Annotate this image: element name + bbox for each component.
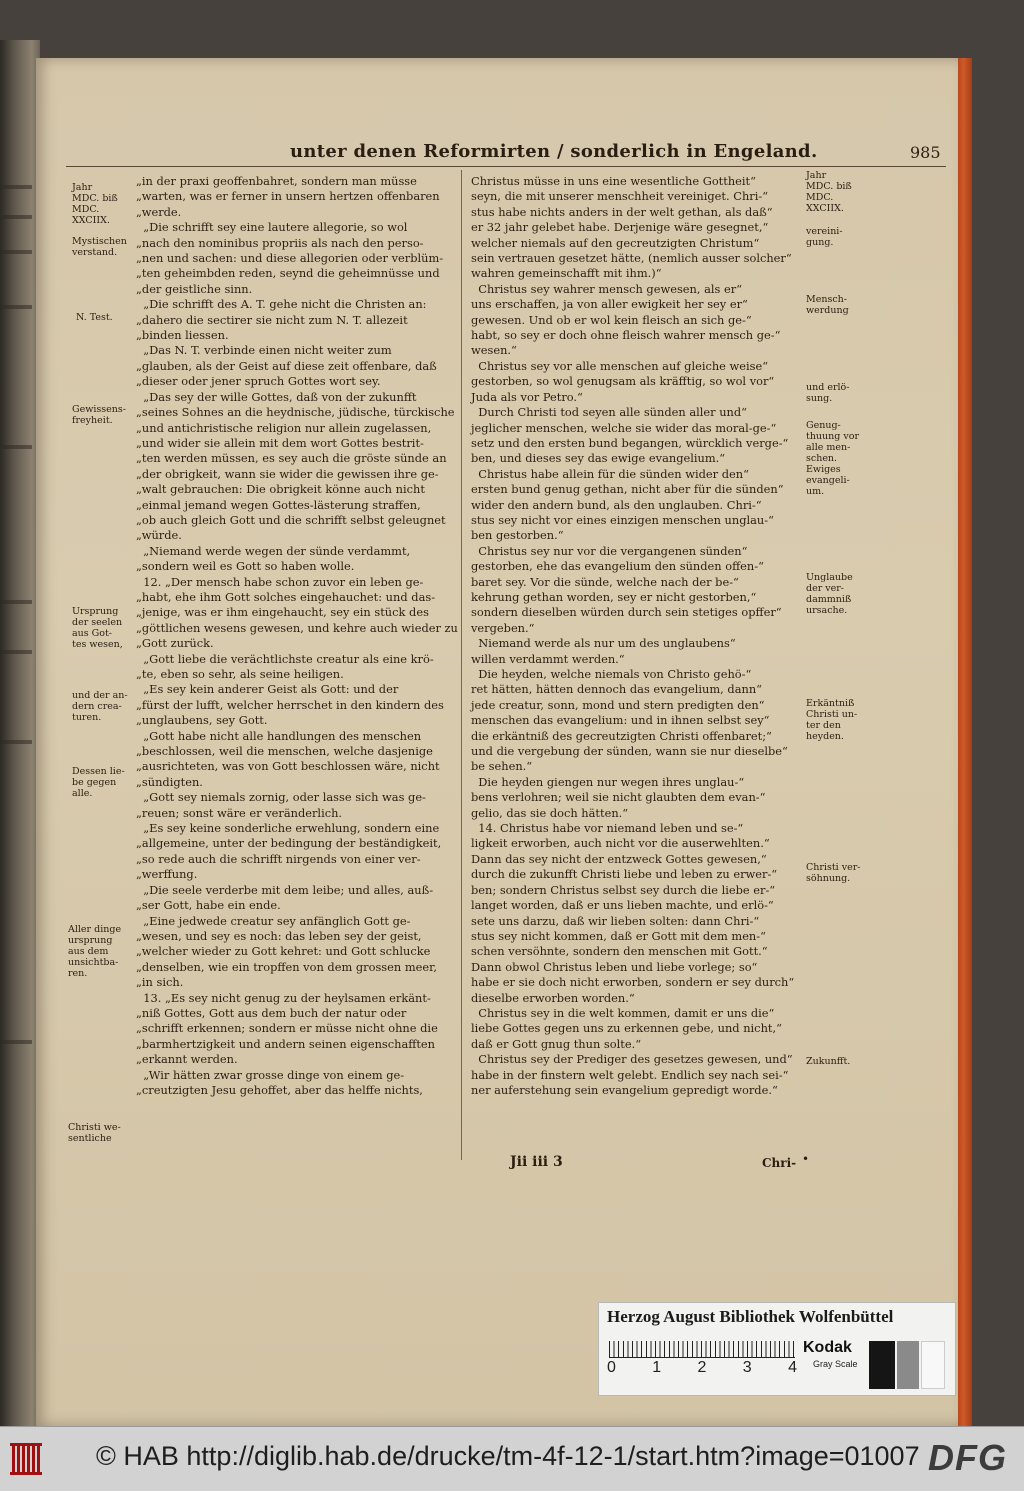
- text-line: „niß Gottes, Gott aus dem buch der natur oder: [136, 1005, 407, 1020]
- text-line: sete uns darzu, daß wir lieben solten: dann Chri-“: [471, 913, 760, 928]
- text-line: „te, eben so sehr, als seine heiligen.: [136, 667, 344, 681]
- footer-source-link[interactable]: © HAB http://diglib.hab.de/drucke/tm-4f-12-1/start.htm?image=01007: [96, 1441, 920, 1471]
- text-line: seyn, die mit unserer menschheit vereiniget. Chri-“: [471, 189, 769, 204]
- text-line: „würde.: [136, 528, 182, 543]
- margin-note: Dessen lie- be gegen alle.: [72, 766, 125, 799]
- text-line: „Gott zurück.: [136, 636, 214, 651]
- color-calibration-card: [598, 1302, 956, 1396]
- margin-note: Zukunfft.: [806, 1056, 851, 1067]
- ruler-number: 3: [742, 1359, 752, 1376]
- text-line: stus habe nichts anders in der welt gethan, als daß“: [471, 204, 773, 219]
- running-head: unter denen Reformirten / sonderlich in Engeland.: [290, 141, 818, 162]
- text-line: Dann das sey nicht der entzweck Gottes gewesen,“: [471, 851, 767, 866]
- text-column-left: [136, 174, 458, 1098]
- text-line: „Es sey kein anderer Geist als Gott: und der: [136, 682, 399, 697]
- text-line: 12. „Der mensch habe schon zuvor ein leben ge-: [136, 574, 424, 589]
- text-line: uns erschaffen, ja von aller ewigkeit her sey er“: [471, 297, 748, 312]
- text-line: „Die schrifft des A. T. gehe nicht die Christen an:: [136, 297, 427, 312]
- hab-logo-icon[interactable]: [10, 1439, 46, 1479]
- text-column-right: [471, 174, 796, 1098]
- text-line: Die heyden giengen nur wegen ihres unglau-“: [471, 774, 745, 789]
- text-line: „warten, was er ferner in unsern hertzen offenbaren: [136, 189, 440, 204]
- text-line: ben, und dieses sey das ewige evangelium.“: [471, 451, 726, 466]
- text-line: „fürst der lufft, welcher herrschet in den kindern des: [136, 697, 444, 712]
- text-line: ersten bund genug gethan, nicht aber für die sünden“: [471, 482, 784, 497]
- text-line: habe in der finstern welt gelebt. Endlich sey nach sei-“: [471, 1067, 789, 1082]
- text-line: „welcher wieder zu Gott kehret: und Gott schlucke: [136, 944, 431, 959]
- text-line: „allgemeine, unter der bedingung der beständigkeit,: [136, 836, 442, 851]
- text-line: „Gott sey niemals zornig, oder lasse sich was ge-: [136, 790, 426, 805]
- text-line: langet worden, daß er uns lieben machte, und erlö-“: [471, 898, 774, 913]
- text-line: schen versöhnte, sondern den menschen mit Gott.“: [471, 944, 768, 959]
- text-line: „ser Gott, habe ein ende.: [136, 898, 281, 913]
- footer-bar: [0, 1426, 1024, 1491]
- ruler-number: 2: [697, 1359, 707, 1376]
- catchword: Chri-: [762, 1156, 797, 1170]
- text-line: „Das sey der wille Gottes, daß von der zukunfft: [136, 389, 417, 404]
- text-line: „walt gebrauchen: Die obrigkeit könne auch nicht: [136, 482, 425, 497]
- ruler-number: 1: [652, 1359, 662, 1376]
- text-line: „Gott habe nicht alle handlungen des menschen: [136, 728, 422, 743]
- text-line: Dann obwol Christus leben und liebe vorlege; so“: [471, 959, 758, 974]
- text-line: „binden liessen.: [136, 328, 229, 343]
- text-line: Christus sey nur vor die vergangenen sünden“: [471, 543, 748, 558]
- text-line: menschen das evangelium: und in ihnen selbst sey“: [471, 713, 770, 728]
- text-line: er 32 jahr gelebet habe. Derjenige wäre gesegnet,“: [471, 220, 769, 235]
- margin-note: Gewissens- freyheit.: [72, 404, 126, 426]
- ruler-number: 4: [788, 1359, 797, 1376]
- text-line: „habt, ehe ihm Gott solches eingehauchet: und das-: [136, 589, 436, 604]
- text-line: ben gestorben.“: [471, 528, 564, 543]
- text-line: „Eine jedwede creatur sey anfänglich Gott ge-: [136, 913, 411, 928]
- text-line: „einmal jemand wegen Gottes-lästerung straffen,: [136, 497, 421, 512]
- margin-note: und der an- dern crea- turen.: [72, 690, 128, 723]
- text-line: kehrung gethan worden, sey er nicht gestorben,“: [471, 589, 757, 604]
- text-line: 14. Christus habe vor niemand leben und se-“: [471, 821, 744, 836]
- page-number: 985: [910, 143, 941, 162]
- text-line: „wesen, und sey es noch: das leben sey der geist,: [136, 928, 422, 943]
- text-line: „Das N. T. verbinde einen nicht weiter zum: [136, 343, 392, 358]
- text-line: daß er Gott gnug thun solte.“: [471, 1036, 642, 1051]
- text-line: und die vergebung der sünden, wann sie nur dieselbe“: [471, 744, 788, 759]
- text-line: ner auferstehung sein evangelium gepredigt worde.“: [471, 1082, 778, 1097]
- kodak-label: Kodak: [803, 1339, 852, 1356]
- text-line: „in der praxi geoffenbahret, sondern man müsse: [136, 174, 417, 188]
- text-line: setz und den ersten bund begangen, würcklich verge-“: [471, 435, 789, 450]
- text-line: „seines Sohnes an die heydnische, jüdische, türckische: [136, 405, 455, 420]
- grayscale-label: Gray Scale: [813, 1359, 858, 1369]
- margin-note: Mystischen verstand.: [72, 236, 127, 258]
- margin-note: vereini- gung.: [806, 226, 843, 248]
- text-line: „Wir hätten zwar grosse dinge von einem ge-: [136, 1067, 405, 1082]
- text-line: be sehen.“: [471, 759, 533, 774]
- margin-note: Aller dinge ursprung aus dem unsichtba- ren.: [68, 924, 122, 979]
- margin-note: N. Test.: [76, 312, 113, 323]
- text-line: Juda als vor Petro.“: [471, 389, 583, 404]
- text-line: „ten werden müssen, es sey auch die gröste sünde an: [136, 451, 447, 466]
- text-line: „so rede auch die schrifft nirgends von einer ver-: [136, 851, 421, 866]
- text-line: „werde.: [136, 204, 182, 219]
- text-line: baret sey. Vor die sünde, welche nach der be-“: [471, 574, 739, 589]
- text-line: dieselbe erworben worden.“: [471, 990, 635, 1005]
- text-line: Christus habe allein für die sünden wider den“: [471, 466, 749, 481]
- margin-note: Erkäntniß Christi un- ter den heyden.: [806, 698, 858, 742]
- left-page-edge: [0, 40, 40, 1426]
- margin-note: Mensch- werdung: [806, 294, 849, 316]
- margin-note: Genug- thuung vor alle men- schen. Ewiges evangeli- um.: [806, 420, 860, 497]
- text-line: „ten geheimbden reden, seynd die geheimnüsse und: [136, 266, 440, 281]
- text-line: jeglicher menschen, welche sie wider das moral-ge-“: [471, 420, 777, 435]
- gray-patch-white: [921, 1341, 945, 1389]
- text-line: „nach den nominibus propriis als nach den perso-: [136, 235, 424, 250]
- text-line: Christus sey wahrer mensch gewesen, als er“: [471, 281, 743, 296]
- text-line: „der obrigkeit, wann sie wider die gewissen ihre ge-: [136, 466, 439, 481]
- text-line: gelio, das sie doch hätten.“: [471, 805, 629, 820]
- color-card-title: Herzog August Bibliothek Wolfenbüttel: [607, 1307, 894, 1326]
- margin-note: Christi ver- söhnung.: [806, 862, 861, 884]
- text-line: habe er sie doch nicht erworben, sondern er sey durch“: [471, 975, 795, 990]
- text-line: Durch Christi tod seyen alle sünden aller und“: [471, 405, 748, 420]
- gray-patch-black: [869, 1341, 895, 1389]
- text-line: „dieser oder jener spruch Gottes wort sey.: [136, 374, 381, 389]
- page-edge: [958, 58, 972, 1426]
- text-line: vergeben.“: [471, 620, 535, 635]
- text-line: welcher niemals auf den gecreutzigten Christum“: [471, 235, 760, 250]
- text-line: Niemand werde als nur um des unglaubens“: [471, 636, 736, 651]
- text-line: „barmhertzigkeit und andern seinen eigenschafften: [136, 1036, 436, 1051]
- text-line: „und wider sie allein mit dem wort Gottes bestrit-: [136, 435, 424, 450]
- gray-patch-mid: [897, 1341, 919, 1389]
- text-line: „werffung.: [136, 867, 198, 882]
- margin-note-year-left: Jahr MDC. biß MDC. XXCIIX.: [72, 182, 118, 226]
- text-line: „ob auch gleich Gott und die schrifft selbst geleugnet: [136, 512, 446, 527]
- margin-note-year-right: Jahr MDC. biß MDC. XXCIIX.: [806, 170, 852, 214]
- text-line: „sondern weil es Gott so haben wolle.: [136, 559, 355, 574]
- signature-mark: Jii iii 3: [510, 1154, 563, 1170]
- text-line: „und antichristische religion nur allein zugelassen,: [136, 420, 432, 435]
- text-line: „nen und sachen: und diese allegorien oder verblüm-: [136, 251, 444, 266]
- text-line: „jenige, was er ihm eingehaucht, sey ein stück des: [136, 605, 429, 620]
- text-line: jede creatur, sonn, mond und stern predigten den“: [471, 697, 765, 712]
- margin-note: Christi we- sentliche: [68, 1122, 121, 1144]
- text-line: wesen.“: [471, 343, 517, 358]
- text-line: Christus sey der Prediger des gesetzes gewesen, und“: [471, 1052, 793, 1067]
- margin-note: und erlö- sung.: [806, 382, 850, 404]
- text-line: ret hätten, hätten dennoch das evangelium, dann“: [471, 682, 762, 697]
- text-line: stus sey nicht kommen, daß er Gott mit dem men-“: [471, 928, 766, 943]
- text-line: „unglaubens, sey Gott.: [136, 713, 268, 728]
- text-line: stus sey nicht vor eines einzigen menschen unglau-“: [471, 512, 774, 527]
- text-line: 13. „Es sey nicht genug zu der heylsamen erkänt-: [136, 990, 431, 1005]
- text-line: gestorben, ehe das evangelium den sünden offen-“: [471, 559, 764, 574]
- text-line: habt, so sey er doch ohne fleisch wahrer mensch ge-“: [471, 328, 781, 343]
- ruler-numbers: [607, 1359, 797, 1377]
- text-line: „beschlossen, weil die menschen, welche dasjenige: [136, 744, 433, 759]
- text-line: „in sich.: [136, 975, 184, 990]
- text-line: „dahero die sectirer sie nicht zum N. T. allezeit: [136, 312, 408, 327]
- text-line: „Die schrifft sey eine lautere allegorie, so wol: [136, 220, 408, 235]
- text-line: sein vertrauen gesetzet hätte, (nemlich ausser solcher“: [471, 251, 792, 266]
- margin-note: Unglaube der ver- dammniß ursache.: [806, 572, 853, 616]
- text-line: Christus sey in die welt kommen, damit er uns die“: [471, 1005, 775, 1020]
- ruler-number: 0: [607, 1359, 616, 1376]
- text-line: willen verdammt werden.“: [471, 651, 625, 666]
- margin-note: Ursprung der seelen aus Got- tes wesen,: [72, 606, 123, 650]
- text-line: die erkäntniß des gecreutzigten Christi offenbaret;“: [471, 728, 772, 743]
- text-line: „glauben, als der Geist auf diese zeit offenbare, daß: [136, 358, 437, 373]
- text-line: „Die seele verderbe mit dem leibe; und alles, auß-: [136, 882, 434, 897]
- text-line: bens verlohren; weil sie nicht glaubten dem evan-“: [471, 790, 766, 805]
- catch-mark: •: [802, 1152, 810, 1166]
- header-rule: [66, 166, 946, 167]
- text-line: „creutzigten Jesu gehoffet, aber das helffe nichts,: [136, 1082, 423, 1097]
- text-line: „reuen; sonst wäre er veränderlich.: [136, 805, 343, 820]
- text-line: gewesen. Und ob er wol kein fleisch an sich ge-“: [471, 312, 752, 327]
- text-line: „erkannt werden.: [136, 1052, 238, 1067]
- text-line: „Niemand werde wegen der sünde verdammt,: [136, 543, 411, 558]
- text-line: wahren gemeinschafft mit ihm.)“: [471, 266, 662, 281]
- text-line: „denselben, wie ein tropffen von dem grossen meer,: [136, 959, 437, 974]
- text-line: wider den andern bund, als den unglauben. Chri-“: [471, 497, 762, 512]
- text-line: „schrifft erkennen; sondern er müsse nicht ohne die: [136, 1021, 438, 1036]
- text-line: sondern dieselben würden durch sein stetiges opffer“: [471, 605, 782, 620]
- text-line: liebe Gottes gegen uns zu erkennen gebe, und nicht,“: [471, 1021, 782, 1036]
- text-line: „sündigten.: [136, 774, 203, 789]
- text-line: Christus müsse in uns eine wesentliche Gottheit“: [471, 174, 756, 188]
- text-line: ligkeit erworben, auch nicht vor die auserwehlten.“: [471, 836, 770, 851]
- column-divider: [461, 170, 462, 1160]
- text-line: „der geistliche sinn.: [136, 281, 253, 296]
- text-line: „ausrichteten, was von Gott beschlossen wäre, nicht: [136, 759, 440, 774]
- text-line: „Gott liebe die verächtlichste creatur als eine krö-: [136, 651, 434, 666]
- text-line: Die heyden, welche niemals von Christo gehö-“: [471, 667, 752, 681]
- scale-ruler: [609, 1341, 795, 1358]
- text-line: „göttlichen wesens gewesen, und kehre auch wieder zu: [136, 620, 458, 635]
- text-line: „Es sey keine sonderliche erwehlung, sondern eine: [136, 821, 440, 836]
- text-line: Christus sey vor alle menschen auf gleiche weise“: [471, 358, 769, 373]
- text-line: ben; sondern Christus selbst sey durch die liebe er-“: [471, 882, 776, 897]
- text-line: durch die zukunfft Christi liebe und leben zu erwer-“: [471, 867, 778, 882]
- text-line: gestorben, so wol genugsam als kräfftig, so wol vor“: [471, 374, 775, 389]
- dfg-logo: DFG: [928, 1437, 1007, 1478]
